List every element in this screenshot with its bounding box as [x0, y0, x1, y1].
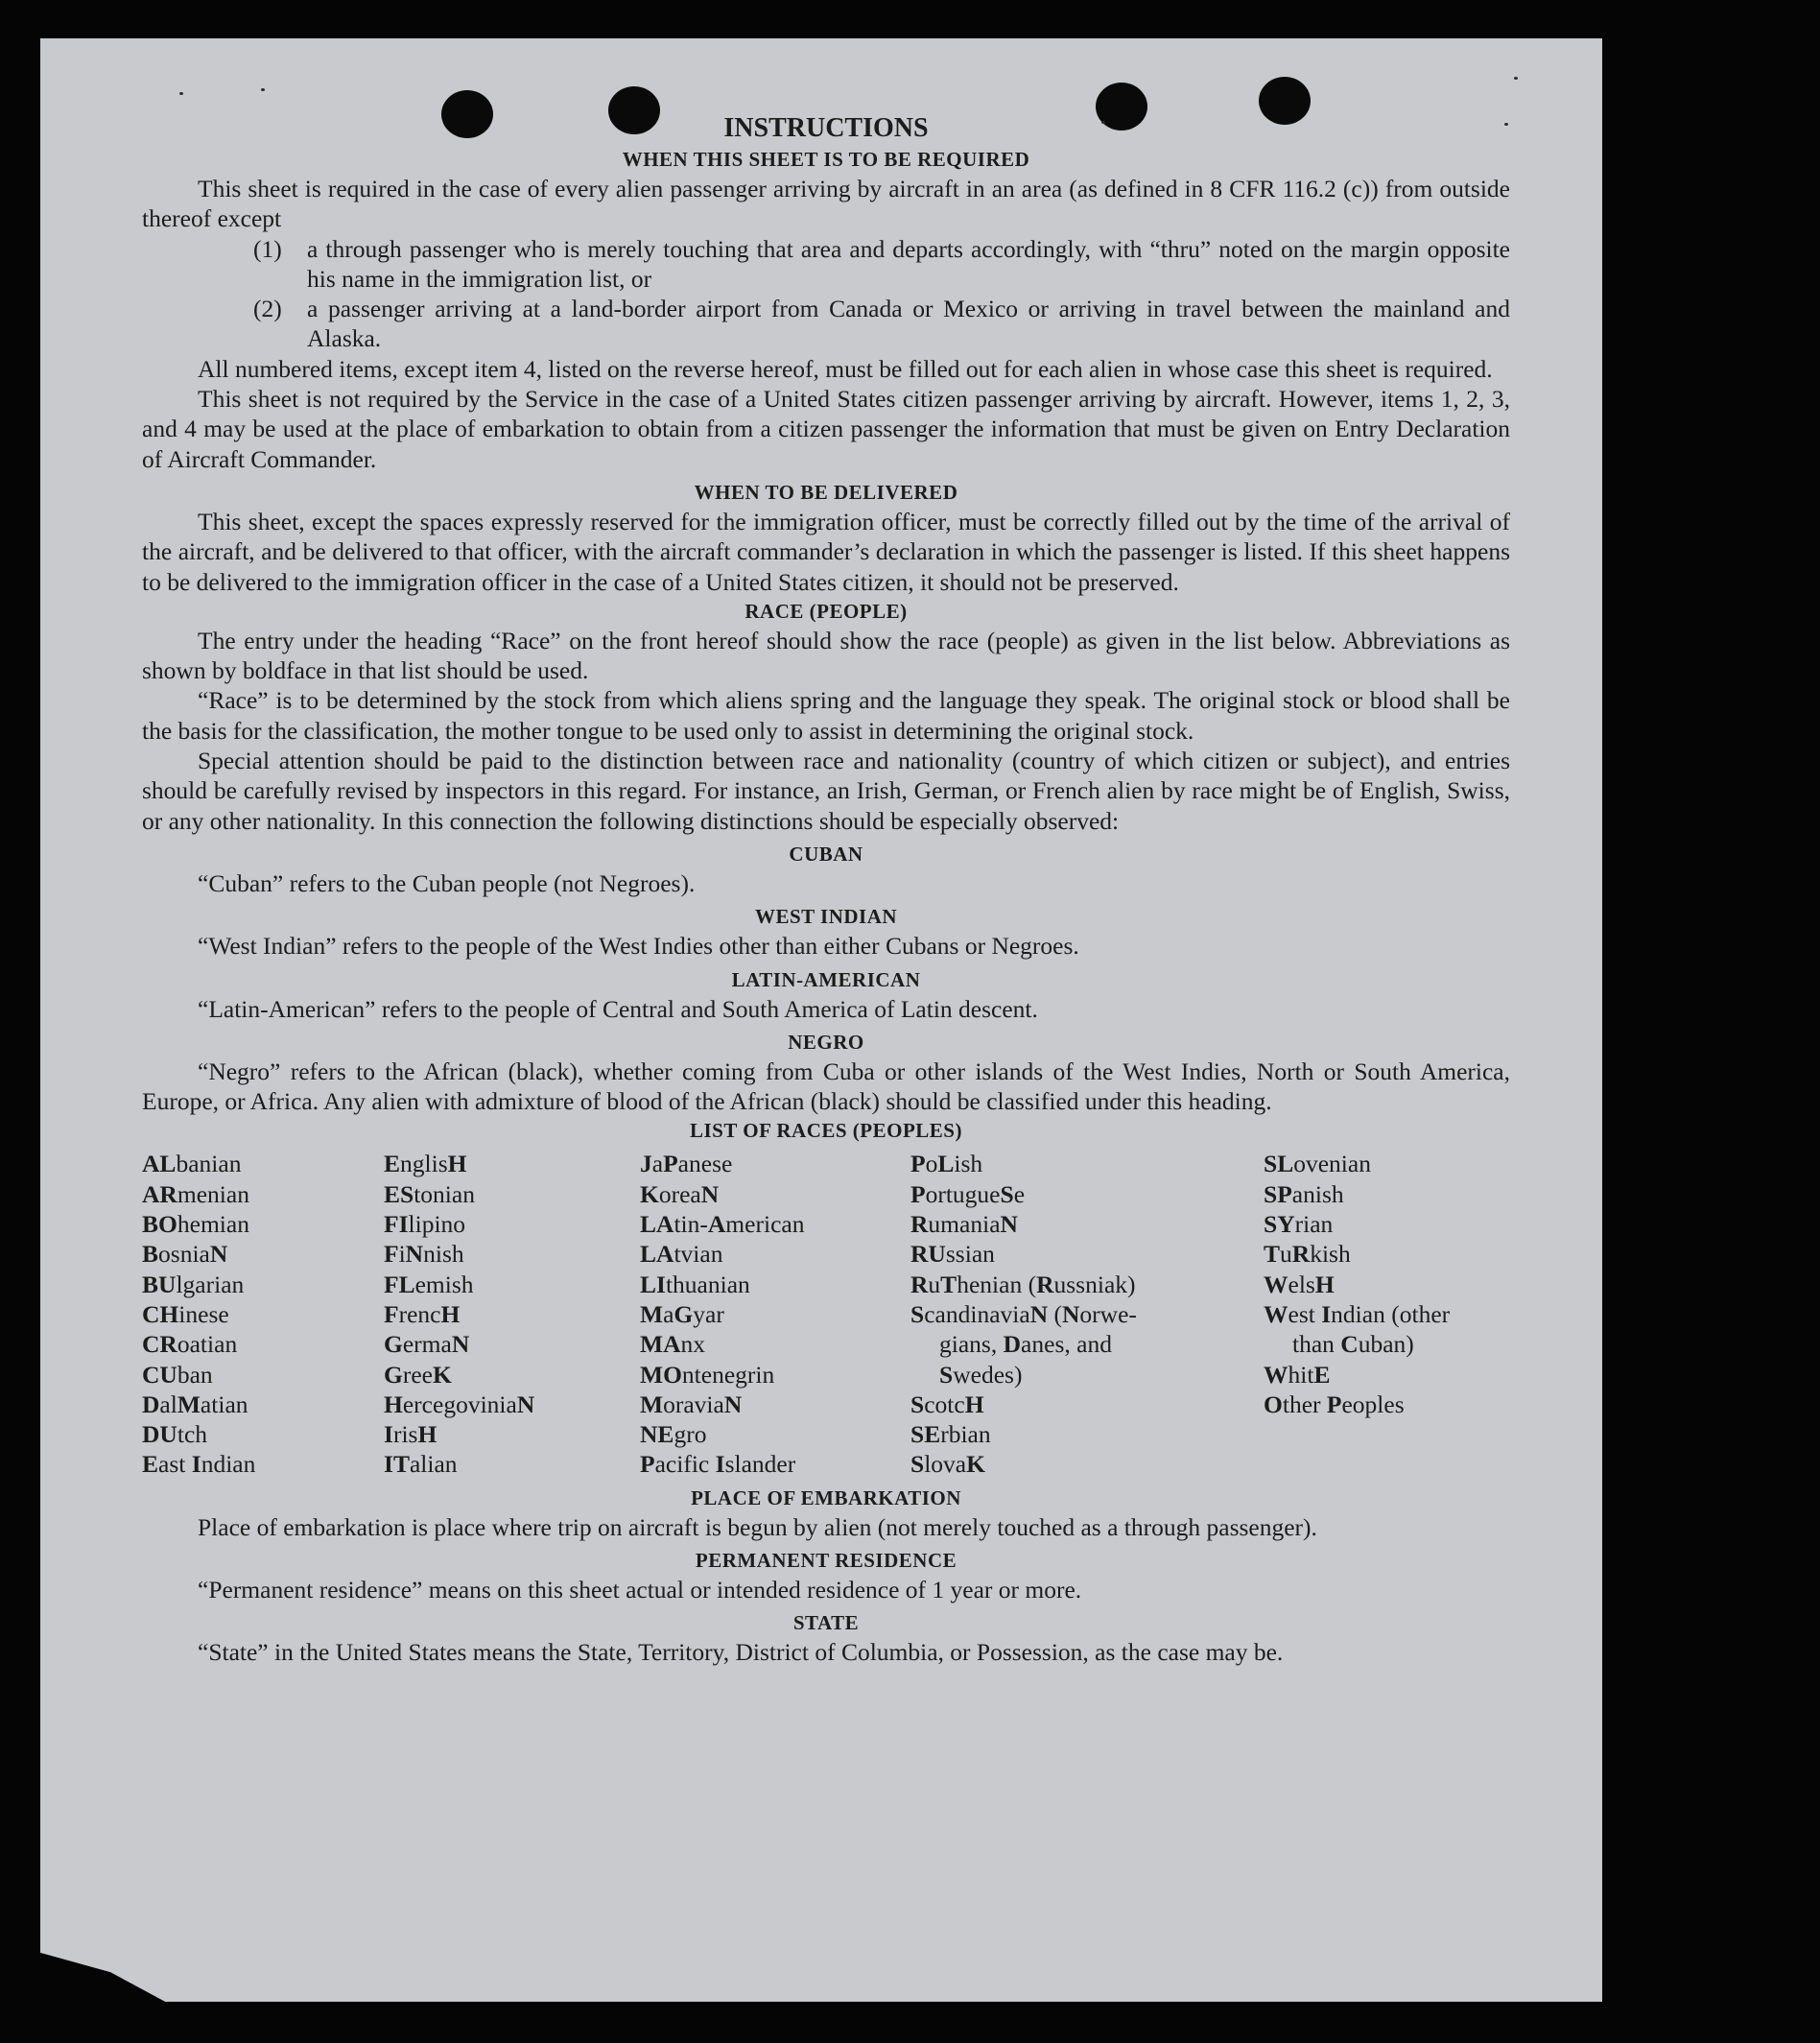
section-heading: STATE [792, 1611, 860, 1635]
section-heading: WHEN TO BE DELIVERED [694, 480, 958, 504]
paragraph: Special attention should be paid to the distinction between race and nationality (country of which citizen or subject), and entries should be carefully revised by inspectors in this regard. For instance, an Irish, German, or French alien by race might be of English, Swiss, or any other nationality. In this connection the following distinctions should be especially observed: [142, 747, 1510, 835]
race-entry: BosniaN [142, 1240, 228, 1269]
section-heading: WEST INDIAN [754, 905, 898, 929]
dust-speck [179, 92, 183, 95]
paragraph: “Permanent residence” means on this sheet actual or intended residence of 1 year or more. [198, 1575, 1082, 1604]
race-entry: ITalian [384, 1450, 458, 1479]
race-entry: IrisH [384, 1420, 437, 1449]
race-entry: MAnx [640, 1330, 705, 1359]
race-entry: CUban [142, 1360, 213, 1389]
section-heading: PERMANENT RESIDENCE [695, 1548, 957, 1572]
race-entry: FIlipino [384, 1210, 466, 1239]
instructions-text [142, 112, 1510, 1668]
race-entry: PortugueSe [910, 1179, 1026, 1208]
race-entry: GermaN [384, 1330, 470, 1359]
race-entry: SLovenian [1264, 1150, 1371, 1178]
item-number: (1) [253, 234, 282, 263]
paragraph: “Latin-American” refers to the people of Central and South America of Latin descent. [198, 994, 1038, 1023]
section-heading: RACE (PEOPLE) [745, 599, 908, 623]
race-entry: WelsH [1264, 1270, 1335, 1298]
dust-speck [261, 88, 265, 91]
paragraph: “Cuban” refers to the Cuban people (not Negroes). [198, 868, 696, 897]
race-entry: EnglisH [384, 1150, 467, 1178]
paragraph: “West Indian” refers to the people of the West Indies other than either Cubans or Negroes. [198, 932, 1079, 961]
section-heading: NEGRO [788, 1030, 864, 1054]
race-list [142, 1149, 1510, 1479]
race-entry: East Indian [142, 1450, 256, 1479]
race-entry: SPanish [1264, 1179, 1344, 1208]
paragraph: “State” in the United States means the State, Territory, District of Columbia, or Possession, as the case may be. [198, 1638, 1284, 1667]
race-entry: LAtvian [640, 1240, 723, 1269]
race-entry: SlovaK [910, 1450, 985, 1479]
race-entry: EStonian [384, 1179, 475, 1208]
section-heading: WHEN THIS SHEET IS TO BE REQUIRED [622, 148, 1030, 171]
race-entry: MaGyar [640, 1299, 724, 1328]
numbered-item [142, 234, 1510, 295]
race-entry: DUtch [142, 1420, 208, 1449]
paragraph: Place of embarkation is place where trip on aircraft is begun by alien (not merely touched as a through passenger). [198, 1512, 1317, 1541]
race-entry: ALbanian [142, 1150, 242, 1178]
paragraph: “Race” is to be determined by the stock from which aliens spring and the language they speak. The original stock or blood shall be the basis for the classification, the mother tongue to be used only to assist in determining the original stock. [142, 686, 1510, 745]
race-entry: KoreaN [640, 1179, 720, 1208]
race-entry: LAtin-American [640, 1210, 805, 1239]
race-entry: ScotcH [910, 1390, 984, 1418]
race-entry: ARmenian [142, 1179, 249, 1208]
race-entry: West Indian (other [1264, 1299, 1451, 1328]
race-entry: RuThenian (Russniak) [910, 1270, 1136, 1298]
race-entry: JaPanese [640, 1150, 733, 1178]
race-entry: MoraviaN [640, 1390, 743, 1418]
item-number: (2) [253, 295, 282, 323]
paragraph: The entry under the heading “Race” on the front hereof should show the race (people) as given in the list below. Abbreviations as shown by boldface in that list should be used. [142, 626, 1510, 685]
race-entry: RUssian [910, 1240, 995, 1269]
section-heading: LATIN-AMERICAN [731, 967, 921, 991]
race-entry: GreeK [384, 1360, 452, 1389]
race-entry: CRoatian [142, 1330, 238, 1359]
paragraph: This sheet, except the spaces expressly reserved for the immigration officer, must be correctly filled out by the time of the arrival of the aircraft, and be delivered to that officer, with the aircraft commander’s declaration in which the passenger is listed. If this sheet happens to be delivered to the immigration officer in the case of a United States citizen, it should not be preserved. [142, 507, 1510, 596]
section-heading: LIST OF RACES (PEOPLES) [690, 1119, 962, 1143]
race-entry: DalMatian [142, 1390, 248, 1418]
race-entry: FiNnish [384, 1240, 464, 1269]
race-entry: gians, Danes, and [939, 1330, 1112, 1359]
race-entry: WhitE [1264, 1360, 1331, 1389]
race-entry: SYrian [1264, 1210, 1334, 1239]
race-column [640, 1149, 910, 1479]
section-heading: PLACE OF EMBARKATION [691, 1485, 961, 1509]
race-entry: SErbian [910, 1420, 991, 1449]
race-entry: NEgro [640, 1420, 707, 1449]
race-entry: BOhemian [142, 1210, 249, 1239]
race-entry: BUlgarian [142, 1270, 245, 1298]
race-entry: RumaniaN [910, 1210, 1018, 1239]
race-column [910, 1149, 1264, 1479]
race-entry: TuRkish [1264, 1240, 1351, 1269]
race-entry: Other Peoples [1264, 1390, 1405, 1418]
race-entry: PoLish [910, 1150, 983, 1178]
paragraph: This sheet is required in the case of every alien passenger arriving by aircraft in an area (as defined in 8 CFR 116.2 (c)) from outside thereof except [142, 175, 1510, 233]
race-column [142, 1149, 384, 1479]
paragraph: This sheet is not required by the Service in the case of a United States citizen passenger arriving by aircraft. However, items 1, 2, 3, and 4 may be used at the place of embarkation to obtain from a citizen passenger the information that must be given on Entry Declaration of Aircraft Commander. [142, 385, 1510, 473]
page-title: INSTRUCTIONS [723, 113, 929, 143]
race-entry: FrencH [384, 1299, 461, 1328]
race-entry: LIthuanian [640, 1270, 750, 1298]
race-entry: Pacific Islander [640, 1450, 796, 1479]
numbered-item [142, 294, 1510, 354]
item-text: a through passenger who is merely touching that area and departs accordingly, with “thru” noted on the margin opposite his name in the immigration list, or [307, 234, 1510, 293]
race-column [384, 1149, 640, 1479]
race-entry: MOntenegrin [640, 1360, 775, 1389]
race-entry: FLemish [384, 1270, 474, 1298]
race-entry: CHinese [142, 1299, 229, 1328]
paragraph: “Negro” refers to the African (black), whether coming from Cuba or other islands of the West Indies, North or South America, Europe, or Africa. Any alien with admixture of blood of the African (black) should be classified under this heading. [142, 1057, 1510, 1116]
race-entry: than Cuban) [1292, 1330, 1414, 1359]
race-entry: ScandinaviaN (Norwe- [910, 1299, 1137, 1328]
race-column [1264, 1149, 1510, 1479]
race-entry: HercegoviniaN [384, 1390, 535, 1418]
paragraph: All numbered items, except item 4, listed on the reverse hereof, must be filled out for each alien in whose case this sheet is required. [198, 354, 1493, 383]
item-text: a passenger arriving at a land-border airport from Canada or Mexico or arriving in travel between the mainland and Alaska. [307, 295, 1510, 353]
dust-speck [1514, 77, 1518, 80]
section-heading: CUBAN [789, 842, 863, 866]
race-entry: Swedes) [939, 1360, 1023, 1389]
